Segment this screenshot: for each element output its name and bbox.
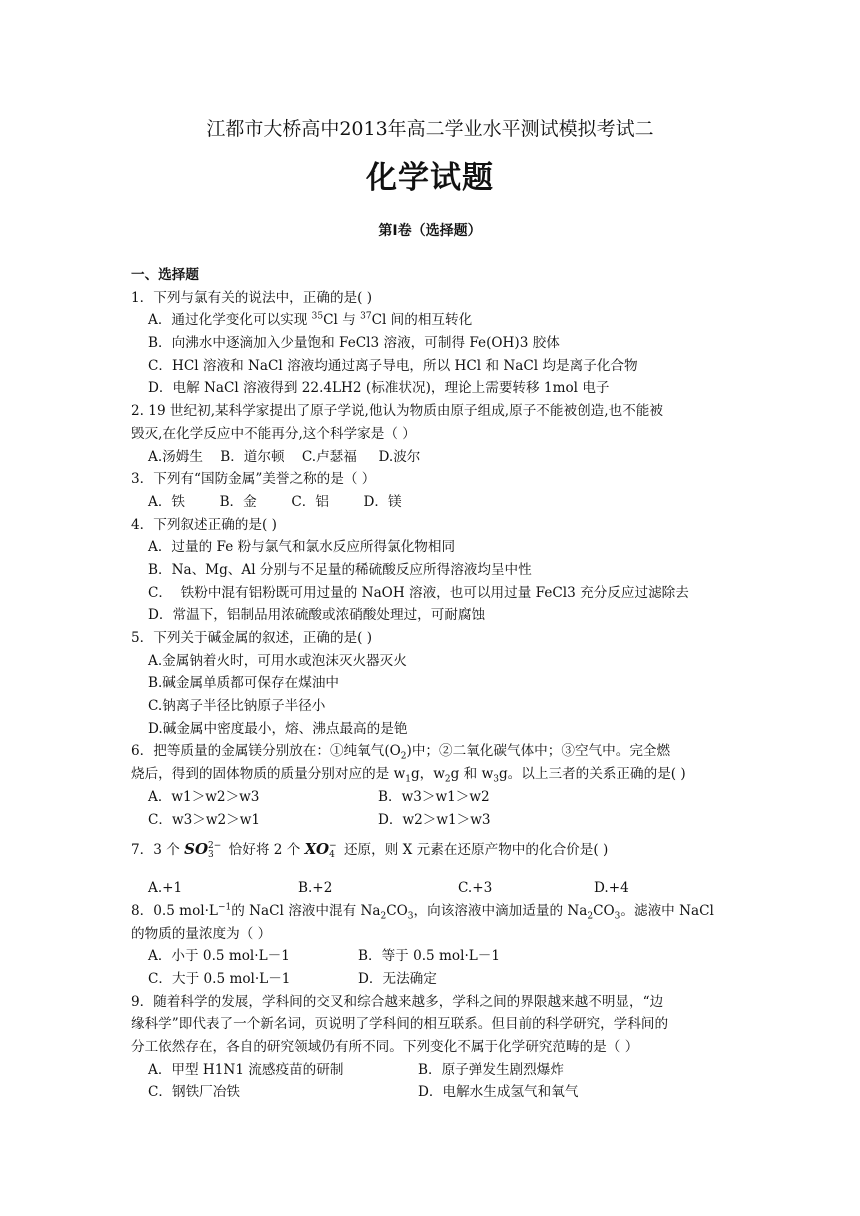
- q7-option-d: D.+4: [594, 880, 629, 897]
- q7-option-a: A.+1: [148, 880, 183, 897]
- q5-stem: 5．下列关于碱金属的叙述，正确的是( ): [131, 630, 373, 646]
- q6-option-c: C．w3＞w2＞w1: [148, 811, 261, 828]
- q2-stem-line2: 毁灭,在化学反应中不能再分,这个科学家是（ ）: [131, 425, 416, 442]
- q6-stem-line1: 6．把等质量的金属镁分别放在：①纯氧气$(O_2)$中；②二氧化碳气体中；③空气中。完全燃: [131, 743, 671, 763]
- q8-options-row1: [131, 945, 731, 968]
- q1-option-c: C．HCl 溶液和 NaCl 溶液均通过离子导电，所以 HCl 和 NaCl 均是离子化合物: [148, 357, 638, 374]
- q9-options-row1: [131, 1059, 731, 1082]
- q2-options: A.汤姆生 B．道尔顿 C.卢瑟福 D.波尔: [148, 448, 421, 465]
- q6-options-row1: [131, 786, 731, 809]
- q7-stem: 7．3 个 SO 2− 3 恰好将 2 个 XO − 4 还原，则 X 元素在还原产物中的化合价是( ): [131, 840, 609, 860]
- q6-options-row2: [131, 809, 731, 832]
- q5-option-d: D.碱金属中密度最小，熔、沸点最高的是铯: [148, 720, 408, 737]
- sulfite-formula: SO: [184, 840, 209, 859]
- q9-option-c: C．钢铁厂冶铁: [148, 1084, 240, 1101]
- q4-option-a: A．过量的 Fe 粉与氯气和氯水反应所得氯化物相同: [148, 539, 456, 556]
- q9-option-d: D．电解水生成氢气和氧气: [418, 1084, 579, 1101]
- q9-stem-line3: 分工依然存在，各自的研究领域仍有所不同。下列变化不属于化学研究范畴的是（ ）: [131, 1039, 639, 1055]
- q9-option-b: B．原子弹发生剧烈爆炸: [418, 1061, 564, 1078]
- q1-option-a: A．通过化学变化可以实现 $^{35}$Cl 与 $^{37}$Cl 间的相互转化: [148, 311, 473, 329]
- q4-stem: 4．下列叙述正确的是( ): [131, 516, 277, 533]
- section-heading: 一、选择题: [131, 267, 199, 283]
- page-title: 化学试题: [366, 160, 494, 196]
- q9-options-row2: [131, 1081, 731, 1104]
- school-line: 江都市大桥高中2013年高二学业水平测试模拟考试二: [206, 118, 654, 140]
- xo4-formula: XO: [304, 840, 330, 859]
- q1-stem: 1．下列与氯有关的说法中，正确的是( ): [131, 289, 373, 306]
- q8-option-b: B．等于 0.5 mol·L－1: [358, 948, 501, 965]
- q9-stem-line1: 9．随着科学的发展，学科间的交叉和综合越来越多，学科之间的界限越来越不明显，“边: [131, 993, 664, 1010]
- q9-stem-line2: 缘科学”即代表了一个新名词，页说明了学科间的相互联系。但目前的科学研究，学科间的: [131, 1016, 669, 1033]
- q1-option-d: D．电解 NaCl 溶液得到 22.4LH2 (标准状况)，理论上需要转移 1mol 电子: [148, 380, 610, 397]
- q7-options: [131, 877, 731, 900]
- q8-option-a: A．小于 0.5 mol·L－1: [148, 948, 290, 965]
- q7-option-c: C.+3: [458, 880, 493, 897]
- q3-options: A．铁 B．金 C．铝 D．镁: [148, 493, 402, 510]
- q2-stem-line1: 2. 19 世纪初,某科学家提出了原子学说,他认为物质由原子组成,原子不能被创造,也不能被: [131, 403, 663, 420]
- q9-option-a: A．甲型 H1N1 流感疫苗的研制: [148, 1061, 344, 1078]
- q5-option-a: A.金属钠着火时，可用水或泡沫灭火器灭火: [148, 652, 407, 669]
- q8-options-row2: [131, 968, 731, 991]
- q4-option-d: D．常温下，铝制品用浓硫酸或浓硝酸处理过，可耐腐蚀: [148, 607, 486, 624]
- q8-stem-line1: 8．0.5 $mol\cdot L^{-1}$的 NaCl 溶液中混有 $Na_2CO_3$，向该溶液中滴加适量的 $Na_2CO_3$。滤液中 NaCl: [131, 902, 714, 922]
- q3-stem: 3．下列有“国防金属”美誉之称的是（ ）: [131, 471, 376, 488]
- question-body: [131, 264, 731, 1104]
- q8-stem-line2: 的物质的量浓度为（ ）: [131, 925, 272, 942]
- q1-option-b: B．向沸水中逐滴加入少量饱和 FeCl3 溶液，可制得 Fe(OH)3 胶体: [148, 335, 560, 352]
- q6-stem-line2: 烧后，得到的固体物质的质量分别对应的是 $w_1g$，$w_2g$ 和 $w_3g$。以上三者的关系正确的是( ): [131, 766, 686, 785]
- q6-option-b: B．w3＞w1＞w2: [378, 788, 490, 805]
- q4-option-c: C． 铁粉中混有铝粉既可用过量的 NaOH 溶液，也可以用过量 FeCl3 充分反应过滤除去: [148, 584, 689, 601]
- q8-option-c: C．大于 0.5 mol·L－1: [148, 970, 291, 987]
- q5-option-c: C.钠离子半径比钠原子半径小: [148, 698, 326, 715]
- q5-option-b: B.碱金属单质都可保存在煤油中: [148, 675, 340, 692]
- q4-option-b: B．Na、Mg、Al 分别与不足量的稀硫酸反应所得溶液均呈中性: [148, 561, 532, 578]
- q6-option-d: D．w2＞w1＞w3: [378, 811, 491, 828]
- q6-option-a: A．w1＞w2＞w3: [148, 788, 260, 805]
- q8-option-d: D．无法确定: [358, 970, 437, 987]
- q7-option-b: B.+2: [298, 880, 333, 897]
- part-heading: 第Ⅰ卷（选择题）: [378, 223, 482, 239]
